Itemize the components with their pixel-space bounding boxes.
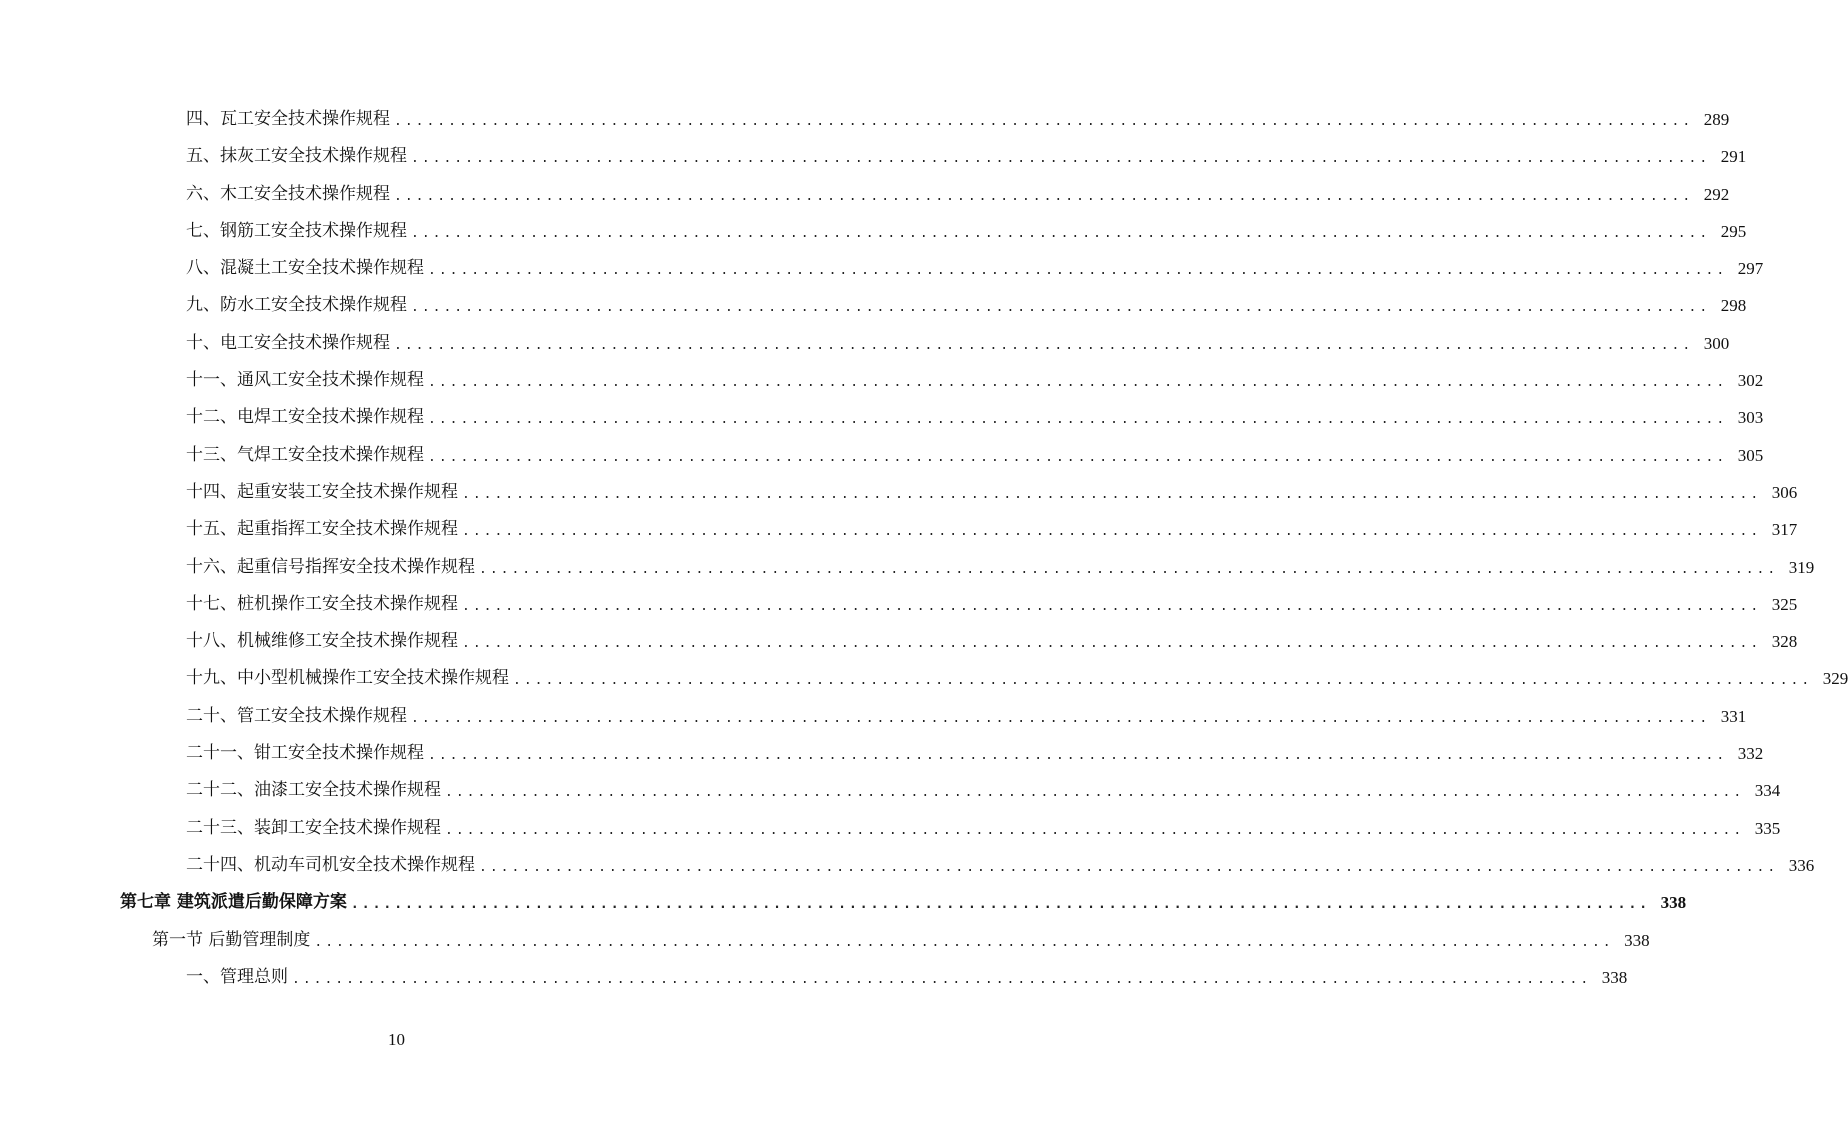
toc-entry[interactable] xyxy=(0,586,1798,623)
dot-leader: ........................................................................................................................ xyxy=(411,300,1711,316)
toc-section-entry[interactable] xyxy=(0,922,1650,959)
toc-entry-title: 八、混凝土工安全技术操作规程 xyxy=(186,258,424,279)
dot-leader: ........................................................................................................................ xyxy=(445,785,1745,801)
toc-entry[interactable] xyxy=(0,959,1628,996)
toc-entry-page: 297 xyxy=(1737,259,1764,279)
toc-entry[interactable] xyxy=(0,287,1747,324)
toc-entry-title: 二十一、钳工安全技术操作规程 xyxy=(186,743,424,764)
toc-entry-page: 338 xyxy=(1624,930,1650,950)
dot-leader: ........................................................................................................................ xyxy=(314,934,1614,950)
toc-entry[interactable] xyxy=(0,772,1781,809)
toc-entry-page: 292 xyxy=(1703,184,1730,204)
dot-leader: ........................................................................................................................ xyxy=(292,971,1592,987)
table-of-contents xyxy=(0,101,1848,996)
toc-entry[interactable] xyxy=(0,437,1764,474)
toc-entry-page: 291 xyxy=(1720,147,1747,167)
toc-entry[interactable] xyxy=(0,660,1848,697)
dot-leader: ........................................................................................................................ xyxy=(428,412,1728,428)
toc-entry[interactable] xyxy=(0,176,1730,213)
toc-entry[interactable] xyxy=(0,250,1764,287)
toc-entry-title: 十七、桩机操作工安全技术操作规程 xyxy=(186,593,458,614)
toc-entry-page: 300 xyxy=(1703,333,1730,353)
toc-entry-title: 一、管理总则 xyxy=(186,966,288,987)
toc-entry[interactable] xyxy=(0,847,1815,884)
dot-leader: ........................................................................................................................ xyxy=(394,114,1694,129)
dot-leader: ........................................................................................................................ xyxy=(411,710,1711,726)
dot-leader: ........................................................................................................................ xyxy=(479,561,1779,577)
toc-entry-page: 289 xyxy=(1703,110,1730,129)
dot-leader: ........................................................................................................................ xyxy=(428,375,1728,391)
toc-entry-page: 335 xyxy=(1754,818,1781,838)
toc-entry-title: 十二、电焊工安全技术操作规程 xyxy=(186,407,424,428)
toc-entry[interactable] xyxy=(0,138,1747,175)
toc-entry-page: 305 xyxy=(1737,445,1764,465)
toc-entry-page: 295 xyxy=(1720,221,1747,241)
toc-entry-title: 五、抹灰工安全技术操作规程 xyxy=(186,146,407,167)
toc-entry-title: 第一节 后勤管理制度 xyxy=(152,929,311,950)
toc-entry-page: 329 xyxy=(1822,669,1848,689)
toc-entry-title: 十五、起重指挥工安全技术操作规程 xyxy=(186,519,458,540)
toc-entry-title: 十八、机械维修工安全技术操作规程 xyxy=(186,631,458,652)
toc-entry[interactable] xyxy=(0,549,1815,586)
dot-leader: ........................................................................................................................ xyxy=(462,636,1762,652)
toc-entry[interactable] xyxy=(0,474,1798,511)
toc-entry-title: 第七章 建筑派遣后勤保障方案 xyxy=(120,892,347,913)
dot-leader: ........................................................................................................................ xyxy=(445,822,1745,838)
toc-entry-title: 二十四、机动车司机安全技术操作规程 xyxy=(186,854,475,875)
toc-entry-title: 二十、管工安全技术操作规程 xyxy=(186,705,407,726)
dot-leader: ........................................................................................................................ xyxy=(479,859,1779,875)
toc-entry-page: 325 xyxy=(1771,594,1798,614)
toc-entry-page: 338 xyxy=(1601,967,1628,987)
toc-entry[interactable] xyxy=(0,101,1730,138)
dot-leader: ........................................................................................................................ xyxy=(462,524,1762,540)
dot-leader: ........................................................................................................................ xyxy=(394,337,1694,353)
toc-entry[interactable] xyxy=(0,325,1730,362)
toc-entry[interactable] xyxy=(0,698,1747,735)
toc-entry-title: 十四、起重安装工安全技术操作规程 xyxy=(186,481,458,502)
toc-entry-page: 302 xyxy=(1737,371,1764,391)
toc-entry[interactable] xyxy=(0,623,1798,660)
dot-leader: ........................................................................................................................ xyxy=(394,188,1694,204)
toc-entry-title: 七、钢筋工安全技术操作规程 xyxy=(186,220,407,241)
toc-entry-page: 303 xyxy=(1737,408,1764,428)
toc-entry-title: 十三、气焊工安全技术操作规程 xyxy=(186,444,424,465)
dot-leader: ........................................................................................................................ xyxy=(411,225,1711,241)
toc-entry-title: 九、防水工安全技术操作规程 xyxy=(186,295,407,316)
toc-entry[interactable] xyxy=(0,213,1747,250)
page-number: 10 xyxy=(388,1030,405,1049)
toc-entry[interactable] xyxy=(0,810,1781,847)
toc-entry-page: 336 xyxy=(1788,855,1815,875)
toc-entry[interactable] xyxy=(0,362,1764,399)
toc-entry-page: 298 xyxy=(1720,296,1747,316)
toc-entry-page: 331 xyxy=(1720,706,1747,726)
toc-chapter-entry[interactable] xyxy=(0,884,1687,921)
toc-entry-page: 328 xyxy=(1771,632,1798,652)
dot-leader: ........................................................................................................................ xyxy=(428,263,1728,279)
dot-leader: ........................................................................................................................ xyxy=(411,151,1711,167)
toc-entry-title: 十九、中小型机械操作工安全技术操作规程 xyxy=(186,668,509,689)
toc-entry-page: 338 xyxy=(1660,893,1687,913)
toc-entry-title: 十一、通风工安全技术操作规程 xyxy=(186,370,424,391)
dot-leader: ........................................................................................................................ xyxy=(428,449,1728,465)
toc-entry-page: 334 xyxy=(1754,781,1781,801)
dot-leader: ........................................................................................................................ xyxy=(462,598,1762,614)
toc-entry-title: 四、瓦工安全技术操作规程 xyxy=(186,109,390,129)
toc-entry-page: 319 xyxy=(1788,557,1815,577)
toc-entry[interactable] xyxy=(0,735,1764,772)
dot-leader: ........................................................................................................................ xyxy=(428,748,1728,764)
toc-entry-title: 二十三、装卸工安全技术操作规程 xyxy=(186,817,441,838)
dot-leader: ........................................................................................................................ xyxy=(462,486,1762,502)
toc-entry-page: 306 xyxy=(1771,482,1798,502)
toc-entry-title: 十、电工安全技术操作规程 xyxy=(186,332,390,353)
toc-entry[interactable] xyxy=(0,399,1764,436)
toc-entry-title: 二十二、油漆工安全技术操作规程 xyxy=(186,780,441,801)
toc-entry-page: 332 xyxy=(1737,744,1764,764)
toc-entry-title: 十六、起重信号指挥安全技术操作规程 xyxy=(186,556,475,577)
dot-leader: ........................................................................................................................ xyxy=(513,673,1813,689)
dot-leader: ........................................................................................................................ xyxy=(350,897,1651,913)
toc-entry-page: 317 xyxy=(1771,520,1798,540)
toc-entry-title: 六、木工安全技术操作规程 xyxy=(186,183,390,204)
toc-entry[interactable] xyxy=(0,511,1798,548)
